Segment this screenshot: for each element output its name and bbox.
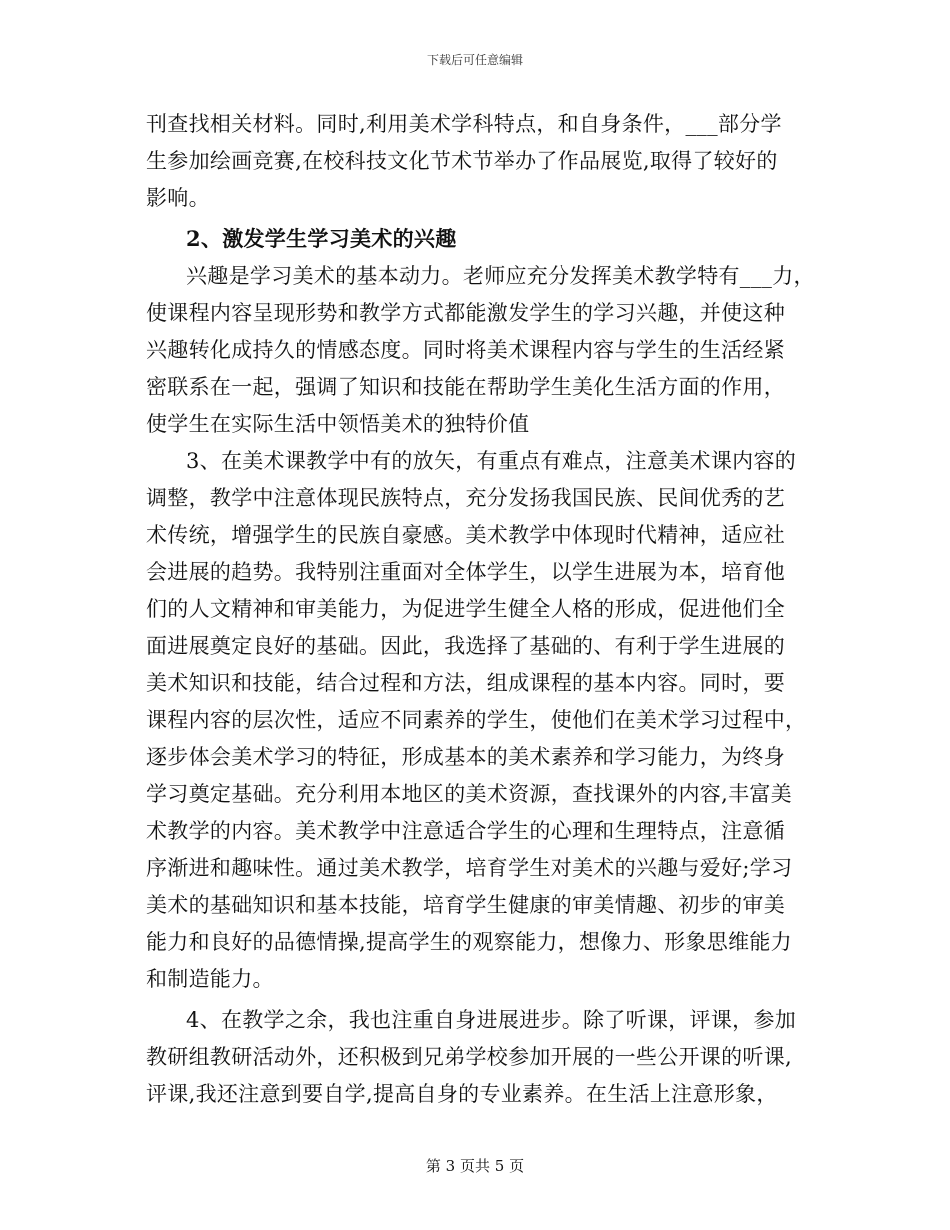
body-line: 面进展奠定良好的基础。因此，我选择了基础的、有利于学生进展的: [146, 634, 785, 658]
body-line: 学习奠定基础。充分利用本地区的美术资源，查找课外的内容,丰富美: [146, 782, 792, 806]
body-line: 和制造能力。: [146, 967, 274, 991]
body-line: 能力和良好的品德情操,提高学生的观察能力，想像力、形象思维能力: [146, 930, 792, 954]
body-line: 序渐进和趣味性。通过美术教学，培育学生对美术的兴趣与爱好;学习: [146, 856, 793, 880]
body-line: 密联系在一起，强调了知识和技能在帮助学生美化生活方面的作用，: [146, 375, 785, 399]
page-header: 下载后可任意编辑: [426, 53, 523, 67]
body-line: 兴趣是学习美术的基本动力。老师应充分发挥美术教学特有___力，: [186, 264, 815, 288]
body-line: 们的人文精神和审美能力，为促进学生健全人格的形成，促进他们全: [146, 597, 785, 621]
body-line: 美术的基础知识和基本技能，培育学生健康的审美情趣、初步的审美: [146, 893, 785, 917]
body-line: 生参加绘画竞赛,在校科技文化节术节举办了作品展览,取得了较好的: [146, 149, 778, 173]
page-footer: 第 3 页共 5 页: [425, 1157, 525, 1175]
section-heading: 2、激发学生学习美术的兴趣: [186, 226, 457, 251]
body-line: 会进展的趋势。我特别注重面对全体学生，以学生进展为本，培育他: [146, 560, 785, 584]
body-line: 课程内容的层次性，适应不同素养的学生，使他们在美术学习过程中，: [146, 708, 807, 732]
body-line: 调整，教学中注意体现民族特点，充分发扬我国民族、民间优秀的艺: [146, 486, 785, 510]
body-line: 教研组教研活动外，还积极到兄弟学校参加开展的一些公开课的听课,: [146, 1045, 792, 1069]
body-line: 使学生在实际生活中领悟美术的独特价值: [146, 412, 530, 436]
body-line: 美术知识和技能，结合过程和方法，组成课程的基本内容。同时，要: [146, 671, 785, 695]
body-line: 影响。: [146, 186, 210, 210]
body-line: 4、在教学之余，我也注重自身进展进步。除了听课，评课，参加: [186, 1008, 797, 1032]
body-line: 逐步体会美术学习的特征，形成基本的美术素养和学习能力，为终身: [146, 745, 785, 769]
body-line: 术传统，增强学生的民族自豪感。美术教学中体现时代精神，适应社: [146, 523, 785, 547]
body-line: 使课程内容呈现形势和教学方式都能激发学生的学习兴趣，并使这种: [146, 301, 785, 325]
body-line: 评课,我还注意到要自学,提高自身的专业素养。在生活上注意形象，: [146, 1082, 778, 1106]
body-line: 术教学的内容。美术教学中注意适合学生的心理和生理特点，注意循: [146, 819, 785, 843]
body-line: 刊查找相关材料。同时,利用美术学科特点，和自身条件，___部分学: [146, 112, 782, 136]
body-line: 兴趣转化成持久的情感态度。同时将美术课程内容与学生的生活经紧: [146, 338, 785, 362]
body-line: 3、在美术课教学中有的放矢，有重点有难点，注意美术课内容的: [186, 449, 797, 473]
